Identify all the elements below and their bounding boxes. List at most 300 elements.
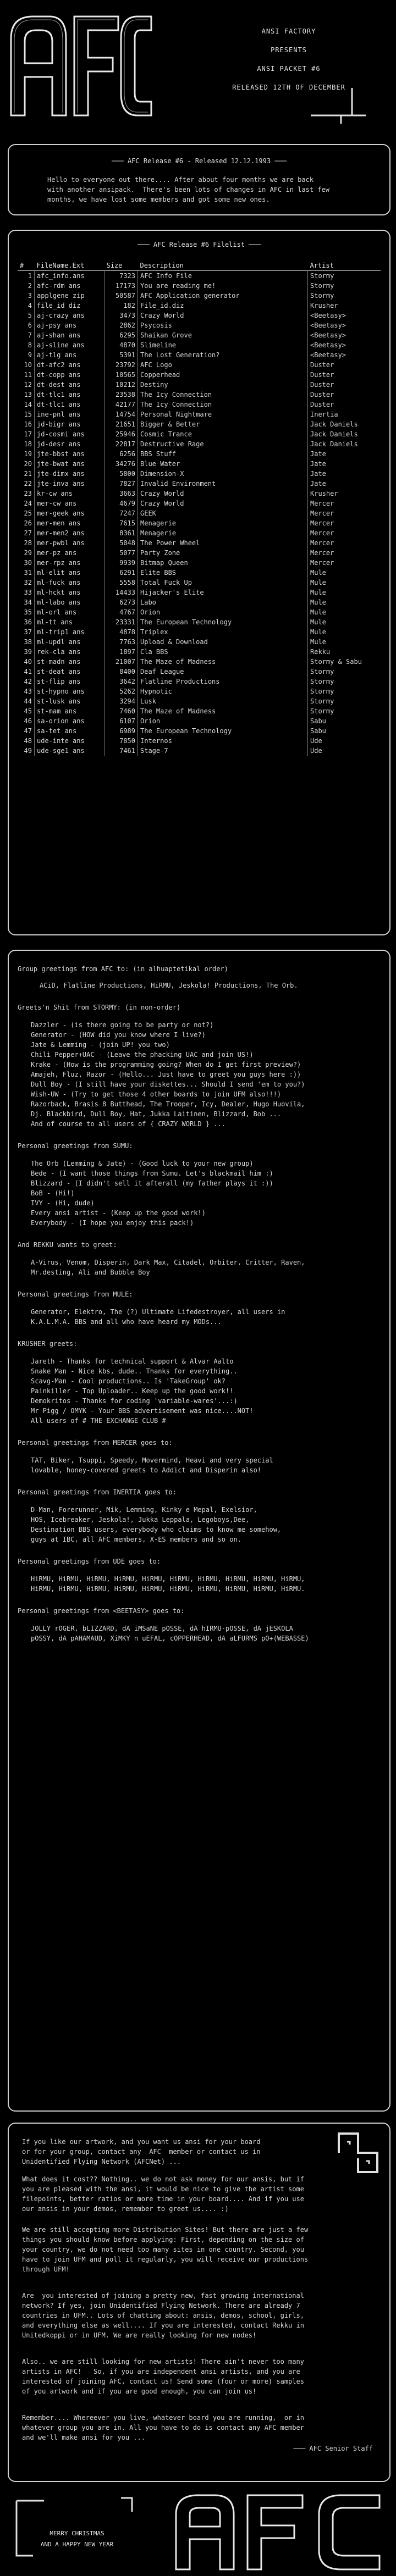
file-artist: Jate	[310, 450, 326, 458]
closing-p6: Remember.... Whereever you live, whatever board you are running, or in whatever group you are in. All you have to do is contact any AFC member and we'll make ansi for you ...	[22, 2414, 304, 2441]
col-size: Size	[105, 261, 138, 271]
file-artist: Stormy	[310, 688, 334, 695]
file-artist: Duster	[310, 361, 334, 369]
file-desc: Total Fuck Up	[138, 578, 308, 588]
file-row	[18, 696, 381, 706]
file-size: 4679	[105, 498, 138, 508]
file-name: st-deat ans	[35, 667, 105, 677]
file-name: applgene zip	[35, 291, 105, 301]
file-size: 3642	[105, 677, 138, 686]
file-name: jd-cosmi ans	[35, 429, 105, 439]
file-row	[18, 320, 381, 330]
file-name: mer-men2 ans	[35, 528, 105, 538]
file-desc: AFC Application generator	[138, 291, 308, 301]
file-num: 20	[18, 459, 35, 469]
file-num: 35	[18, 607, 35, 617]
greet-section-title: Greets'n Shit from STORMY: (in non-order)	[18, 1004, 181, 1011]
file-artist: Mule	[310, 599, 326, 606]
file-size: 3473	[105, 311, 138, 320]
file-row	[18, 400, 381, 409]
file-name: dt-afc2 ans	[35, 360, 105, 370]
file-size: 6291	[105, 568, 138, 578]
file-size: 2862	[105, 320, 138, 330]
filelist-table-wrap	[18, 261, 381, 756]
closing-p2: What does it cost?? Nothing.. we do not ask money for our ansis, but if you are pleased with the ansi, it would be nice to give the artist some filepoints, better ratios or more time in your board.... And if you use our ansis in your demos, remember to greet us.... :)	[22, 2175, 304, 2213]
file-desc: Shaikan Grove	[138, 330, 308, 340]
file-artist: Jate	[310, 460, 326, 468]
file-num: 36	[18, 617, 35, 627]
file-size: 3294	[105, 696, 138, 706]
file-artist: Rekku	[310, 648, 331, 656]
file-row	[18, 350, 381, 360]
file-name: ml-orl ans	[35, 607, 105, 617]
file-num: 23	[18, 489, 35, 498]
file-row	[18, 489, 381, 498]
file-artist: Jack Daniels	[310, 440, 358, 448]
file-num: 12	[18, 380, 35, 390]
file-size: 25946	[105, 429, 138, 439]
file-name: ml-updl ans	[35, 637, 105, 647]
file-name: jte-dimx ans	[35, 469, 105, 479]
file-num: 41	[18, 667, 35, 677]
footer-afc-logo	[165, 2492, 385, 2572]
file-artist: Stormy	[310, 707, 334, 715]
file-desc: Deaf League	[138, 667, 308, 677]
closing-p3: We are still accepting more Distribution Sites! But there are just a few things you should know before applying: First, depending on the size of your country, we do not need too many sites in one country. Second, you have to join UFM and poll it regularly, you will receive our productions through UFM!	[22, 2226, 309, 2273]
file-size: 7460	[105, 706, 138, 716]
file-name: ude-sge1 ans	[35, 746, 105, 756]
file-size: 4878	[105, 627, 138, 637]
greet-section-body: D-Man, Forerunner, Mik, Lemming, Kinky e Mepal, Exelsior, HOS, Icebreaker, Jeskola!, Jukka Leppala, Legoboys,Dee, Destination BBS users, everybody who claims to know me somehow, guys at IBC, all AFC members, X-ES members and so on.	[31, 1506, 282, 1543]
file-artist: <Beetasy>	[310, 331, 346, 339]
header-released: RELEASED 12TH OF DECEMBER	[232, 84, 345, 91]
greet-section-body: HiRMU, HiRMU, HiRMU, HiRMU, HiRMU, HiRMU, HiRMU, HiRMU, HiRMU, HiRMU, HiRMU, HiRMU, HiRMU, HiRMU, HiRMU, HiRMU, HiRMU, HiRMU, HiRMU, HiRMU.	[31, 1575, 305, 1593]
file-name: dt-tlc1 ans	[35, 400, 105, 409]
file-num: 16	[18, 419, 35, 429]
file-row	[18, 647, 381, 657]
closing-content	[22, 2137, 389, 2453]
file-size: 23538	[105, 390, 138, 400]
file-artist: Mercer	[310, 509, 334, 517]
file-desc: Crazy World	[138, 489, 308, 498]
filelist-body	[18, 271, 381, 756]
file-desc: AFC Logo	[138, 360, 308, 370]
file-name: mer-rpz ans	[35, 558, 105, 568]
file-num: 25	[18, 508, 35, 518]
file-num: 43	[18, 686, 35, 696]
file-size: 23792	[105, 360, 138, 370]
file-num: 33	[18, 588, 35, 597]
file-num: 10	[18, 360, 35, 370]
greet-section-title: Personal greetings from UDE goes to:	[18, 1558, 161, 1565]
file-num: 29	[18, 548, 35, 558]
file-name: dt-tlc1 ans	[35, 390, 105, 400]
file-row	[18, 380, 381, 390]
file-row	[18, 429, 381, 439]
release-intro: Hello to everyone out there.... After about four months we are back with another ansipack. There's been lots of changes in AFC in last few months, we have lost some members and got some new ones.	[47, 176, 329, 203]
col-artist: Artist	[308, 261, 381, 271]
file-num: 42	[18, 677, 35, 686]
file-row	[18, 607, 381, 617]
file-num: 8	[18, 340, 35, 350]
file-name: afc_info.ans	[35, 271, 105, 281]
file-desc: Crazy World	[138, 311, 308, 320]
file-artist: Sabu	[310, 727, 326, 735]
file-row	[18, 281, 381, 291]
file-num: 30	[18, 558, 35, 568]
file-num: 40	[18, 657, 35, 667]
file-artist: Sabu	[310, 717, 326, 725]
file-artist: <Beetasy>	[310, 351, 346, 359]
greet-section-body: TAT, Biker, Tsuppi, Speedy, Movermind, Heavi and very special lovable, honey-covered greets to Addict and Disperin also!	[31, 1456, 273, 1474]
closing-signoff: ─── AFC Senior Staff	[293, 2445, 373, 2452]
file-row	[18, 617, 381, 627]
file-row	[18, 340, 381, 350]
file-name: sa-orion ans	[35, 716, 105, 726]
group-greet-title: Group greetings from AFC to: (in alhuaptetikal order)	[18, 965, 228, 973]
file-num: 18	[18, 439, 35, 449]
file-artist: Mercer	[310, 539, 334, 547]
release-title: ─── AFC Release #6 - Released 12.12.1993 ───	[112, 157, 287, 165]
xmas-message	[33, 2528, 121, 2550]
file-name: jte-bwat ans	[35, 459, 105, 469]
file-num: 27	[18, 528, 35, 538]
file-row	[18, 459, 381, 469]
file-artist: Ude	[310, 737, 322, 745]
file-artist: Mercer	[310, 529, 334, 537]
greet-section-title: Personal greetings from MERCER goes to:	[18, 1439, 173, 1447]
file-desc: Psycosis	[138, 320, 308, 330]
file-size: 9939	[105, 558, 138, 568]
file-num: 3	[18, 291, 35, 301]
file-desc: The Icy Connection	[138, 400, 308, 409]
file-name: ude-inte ans	[35, 736, 105, 746]
file-num: 4	[18, 301, 35, 311]
file-num: 48	[18, 736, 35, 746]
file-name: st-madn ans	[35, 657, 105, 667]
file-name: mer-pwbl ans	[35, 538, 105, 548]
greet-section-body: Jareth - Thanks for technical support & Alvar Aalto Snake Man - Nice kbs, dude.. Thanks for everything.. Scavg-Man - Cool productions.. Is 'TakeGroup' ok? Painkiller - Top Uploader.. Keep up the good work!! Demokritos - Thanks for coding 'variable-wares'...:) Mr Pigg / OMYK - Your BBS advertisement was nice....NOT! All users of # THE EXCHANGE CLUB #	[31, 1358, 254, 1425]
file-size: 7323	[105, 271, 138, 281]
file-name: jte-bbst ans	[35, 449, 105, 459]
file-num: 26	[18, 518, 35, 528]
file-row	[18, 538, 381, 548]
greet-section-body: The Orb (Lemming & Jate) - (Good luck to your new group) Bede - (I want those things from Sumu. Let's blackmail him :) Blizzard - (I didn't sell it afterall (my father plays it :)) BoB - (Hi!) IVY - (Hi, dude) Every ansi artist - (Keep up the good work!) Everybody - (I hope you enjoy this pack!)	[31, 1160, 273, 1227]
file-num: 39	[18, 647, 35, 657]
file-desc: The Maze of Madness	[138, 706, 308, 716]
file-num: 2	[18, 281, 35, 291]
file-name: file_id diz	[35, 301, 105, 311]
file-desc: The European Technology	[138, 726, 308, 736]
file-name: st-mam ans	[35, 706, 105, 716]
file-size: 7827	[105, 479, 138, 489]
greet-section-body: Generator, Elektro, The (?) Ultimate Lifedestroyer, all users in K.A.L.M.A. BBS and all who have heard my MODs...	[31, 1308, 285, 1326]
file-row	[18, 597, 381, 607]
file-name: mer-men ans	[35, 518, 105, 528]
file-row	[18, 360, 381, 370]
file-name: ml-labo ans	[35, 597, 105, 607]
filelist-box	[8, 230, 391, 935]
file-desc: Cla BBS	[138, 647, 308, 657]
file-artist: Stormy	[310, 292, 334, 300]
file-artist: <Beetasy>	[310, 312, 346, 319]
file-size: 6295	[105, 330, 138, 340]
file-size: 23331	[105, 617, 138, 627]
file-size: 22817	[105, 439, 138, 449]
file-row	[18, 716, 381, 726]
greet-section-title: Personal greetings from SUMU:	[18, 1142, 133, 1150]
file-row	[18, 271, 381, 281]
file-artist: Mule	[310, 618, 326, 626]
file-artist: Krusher	[310, 302, 338, 309]
file-artist: Jate	[310, 480, 326, 487]
file-name: st-lusk ans	[35, 696, 105, 706]
file-artist: Jack Daniels	[310, 420, 358, 428]
file-artist: Mule	[310, 608, 326, 616]
file-size: 5262	[105, 686, 138, 696]
file-desc: Dimension-X	[138, 469, 308, 479]
file-desc: Hypnotic	[138, 686, 308, 696]
file-desc: Invalid Environment	[138, 479, 308, 489]
file-num: 34	[18, 597, 35, 607]
file-row	[18, 518, 381, 528]
file-row	[18, 409, 381, 419]
file-desc: Orion	[138, 716, 308, 726]
file-size: 14433	[105, 588, 138, 597]
file-size: 34276	[105, 459, 138, 469]
afc-logo	[6, 5, 154, 132]
file-desc: Party Zone	[138, 548, 308, 558]
file-num: 45	[18, 706, 35, 716]
file-num: 28	[18, 538, 35, 548]
file-artist: Mercer	[310, 519, 334, 527]
greet-section-title: Personal greetings from <BEETASY> goes to:	[18, 1607, 185, 1615]
closing-ornament	[333, 2128, 383, 2178]
file-name: kr-cw ans	[35, 489, 105, 498]
file-desc: Bigger & Better	[138, 419, 308, 429]
file-artist: Stormy	[310, 697, 334, 705]
xmas-line1: MERRY CHRISTMAS	[50, 2530, 105, 2537]
file-size: 8361	[105, 528, 138, 538]
file-desc: Destiny	[138, 380, 308, 390]
file-row	[18, 558, 381, 568]
file-row	[18, 657, 381, 667]
file-row	[18, 667, 381, 677]
file-size: 7615	[105, 518, 138, 528]
file-size: 10565	[105, 370, 138, 380]
file-num: 44	[18, 696, 35, 706]
file-desc: Menagerie	[138, 528, 308, 538]
file-row	[18, 568, 381, 578]
release-box	[8, 144, 391, 215]
col-num: #	[18, 261, 35, 271]
file-row	[18, 677, 381, 686]
file-size: 18212	[105, 380, 138, 390]
greet-section-title: KRUSHER greets:	[18, 1340, 78, 1348]
file-size: 4870	[105, 340, 138, 350]
file-desc: Cosmic Trance	[138, 429, 308, 439]
filelist-table	[18, 261, 381, 756]
file-desc: Lusk	[138, 696, 308, 706]
file-desc: Upload & Download	[138, 637, 308, 647]
file-artist: <Beetasy>	[310, 322, 346, 329]
file-artist: Duster	[310, 391, 334, 398]
header-presents: PRESENTS	[271, 46, 307, 54]
file-size: 6256	[105, 449, 138, 459]
file-desc: File_id.diz	[138, 301, 308, 311]
file-name: ine-pnl ans	[35, 409, 105, 419]
file-name: ml-fuck ans	[35, 578, 105, 588]
file-artist: Jack Daniels	[310, 430, 358, 438]
file-artist: Inertia	[310, 411, 338, 418]
file-size: 7461	[105, 746, 138, 756]
file-row	[18, 508, 381, 518]
file-desc: AFC Info File	[138, 271, 308, 281]
file-row	[18, 736, 381, 746]
file-artist: Krusher	[310, 490, 338, 497]
file-num: 13	[18, 390, 35, 400]
file-name: jd-bigr ans	[35, 419, 105, 429]
file-desc: The Lost Generation?	[138, 350, 308, 360]
file-size: 14754	[105, 409, 138, 419]
file-name: rek-cla ans	[35, 647, 105, 657]
greet-section-body: JOLLY rOGER, bLIZZARD, dA iMSaNE pOSSE, dA hIRMU-pOSSE, dA jESKOLA pOSSY, dA pAHAMAUD, XiMKY n uEFAL, cOPPERHEAD, dA aLFURMS pO+(WEBASSE)	[31, 1625, 309, 1642]
file-num: 11	[18, 370, 35, 380]
file-name: mer-pz ans	[35, 548, 105, 558]
file-num: 37	[18, 627, 35, 637]
file-num: 38	[18, 637, 35, 647]
file-row	[18, 588, 381, 597]
file-row	[18, 449, 381, 459]
file-name: ml-hckt ans	[35, 588, 105, 597]
file-desc: The Maze of Madness	[138, 657, 308, 667]
file-num: 6	[18, 320, 35, 330]
file-artist: Mule	[310, 638, 326, 646]
file-artist: Mercer	[310, 500, 334, 507]
file-desc: Blue Water	[138, 459, 308, 469]
file-artist: Mule	[310, 628, 326, 636]
file-desc: You are reading me!	[138, 281, 308, 291]
greet-section-body: A-Virus, Venom, Disperin, Dark Max, Citadel, Orbiter, Critter, Raven, Mr.desting, Ali and Bubble Boy	[31, 1259, 305, 1276]
greet-section-body: Dazzler - (is there going to be party or not?) Generator - (HOW did you know where I live?) Jate & Lemming - (join UP! you two) Chili Pepper+UAC - (Leave the phacking UAC and join US!) Krake - (How is the programming going? When do I get first preview?) Amajeh, Fluz, Razor - (Hello... Just have to greet you guys here :)) Dull Boy - (I still have your diskettes... Should I send 'em to you?) Wish-UW - (Try to get those 4 other boards to join UFM also!!!) Razorback, Brasis 8 Butthead, The Trooper, Icy, Dealer, Hugo Huovila, Dj. Blackbird, Dull Boy, Hat, Jukka Laitinen, Blizzard, Bob ... And of course to all users of { CRAZY WORLD } ...	[31, 1021, 305, 1128]
file-name: mer-geek ans	[35, 508, 105, 518]
file-artist: Mule	[310, 589, 326, 596]
col-description: Description	[138, 261, 308, 271]
file-size: 17173	[105, 281, 138, 291]
file-row	[18, 291, 381, 301]
file-size: 6273	[105, 597, 138, 607]
file-name: st-hypno ans	[35, 686, 105, 696]
file-num: 47	[18, 726, 35, 736]
file-name: aj-crazy ans	[35, 311, 105, 320]
file-name: aj-tlg ans	[35, 350, 105, 360]
file-desc: Flatline Productions	[138, 677, 308, 686]
file-num: 14	[18, 400, 35, 409]
file-row	[18, 370, 381, 380]
closing-box	[8, 2123, 391, 2482]
file-row	[18, 390, 381, 400]
file-row	[18, 469, 381, 479]
file-row	[18, 419, 381, 429]
file-name: jd-desr ans	[35, 439, 105, 449]
file-artist: Duster	[310, 401, 334, 408]
file-artist: Stormy	[310, 282, 334, 290]
greetings-content	[18, 964, 389, 1643]
file-name: afc-rdm ans	[35, 281, 105, 291]
file-num: 15	[18, 409, 35, 419]
file-row	[18, 686, 381, 696]
file-artist: Jate	[310, 470, 326, 478]
greet-sections	[18, 1002, 389, 1643]
file-row	[18, 311, 381, 320]
file-name: aj-sline ans	[35, 340, 105, 350]
file-desc: Bitmap Queen	[138, 558, 308, 568]
file-name: mer-cw ans	[35, 498, 105, 508]
file-row	[18, 548, 381, 558]
file-size: 8400	[105, 667, 138, 677]
file-artist: Stormy	[310, 272, 334, 280]
closing-p5: Also.. we are still looking for new artists! There ain't never too many artists in AFC! So, if you are independent ansi artists, and you are interested of joining AFC, contact us! Send some (four or more) samples of you artwork and if you are good enough, you can join us!	[22, 2358, 304, 2395]
file-size: 21007	[105, 657, 138, 667]
file-desc: Copperhead	[138, 370, 308, 380]
file-artist: Mule	[310, 569, 326, 577]
filelist-header-row	[18, 261, 381, 271]
header-group: ANSI FACTORY	[261, 27, 316, 35]
file-desc: The Icy Connection	[138, 390, 308, 400]
file-num: 1	[18, 271, 35, 281]
file-artist: Stormy	[310, 678, 334, 685]
file-artist: Mercer	[310, 549, 334, 557]
file-desc: Internos	[138, 736, 308, 746]
file-size: 1897	[105, 647, 138, 657]
file-row	[18, 637, 381, 647]
file-artist: Duster	[310, 381, 334, 389]
file-artist: Ude	[310, 747, 322, 755]
file-num: 7	[18, 330, 35, 340]
file-row	[18, 706, 381, 716]
file-row	[18, 746, 381, 756]
file-desc: Destructive Rage	[138, 439, 308, 449]
file-size: 5800	[105, 469, 138, 479]
file-name: sa-tet ans	[35, 726, 105, 736]
file-name: aj-psy ans	[35, 320, 105, 330]
file-size: 7850	[105, 736, 138, 746]
file-num: 49	[18, 746, 35, 756]
file-row	[18, 726, 381, 736]
file-artist: Stormy & Sabu	[310, 658, 362, 666]
col-filename: FileName.Ext	[35, 261, 105, 271]
file-row	[18, 479, 381, 489]
group-greet-list: ACiD, Flatline Productions, HiRMU, Jeskola! Productions, The Orb.	[40, 982, 298, 989]
file-num: 32	[18, 578, 35, 588]
file-size: 182	[105, 301, 138, 311]
file-size: 4767	[105, 607, 138, 617]
file-num: 24	[18, 498, 35, 508]
file-name: aj-shan ans	[35, 330, 105, 340]
file-row	[18, 330, 381, 340]
file-size: 42177	[105, 400, 138, 409]
file-artist: Stormy	[310, 668, 334, 675]
file-size: 21651	[105, 419, 138, 429]
file-row	[18, 498, 381, 508]
greet-section-title: Personal greetings from INERTIA goes to:	[18, 1488, 177, 1496]
file-desc: Stage-7	[138, 746, 308, 756]
file-size: 50587	[105, 291, 138, 301]
file-desc: Elite BBS	[138, 568, 308, 578]
file-num: 31	[18, 568, 35, 578]
file-num: 5	[18, 311, 35, 320]
file-size: 5077	[105, 548, 138, 558]
